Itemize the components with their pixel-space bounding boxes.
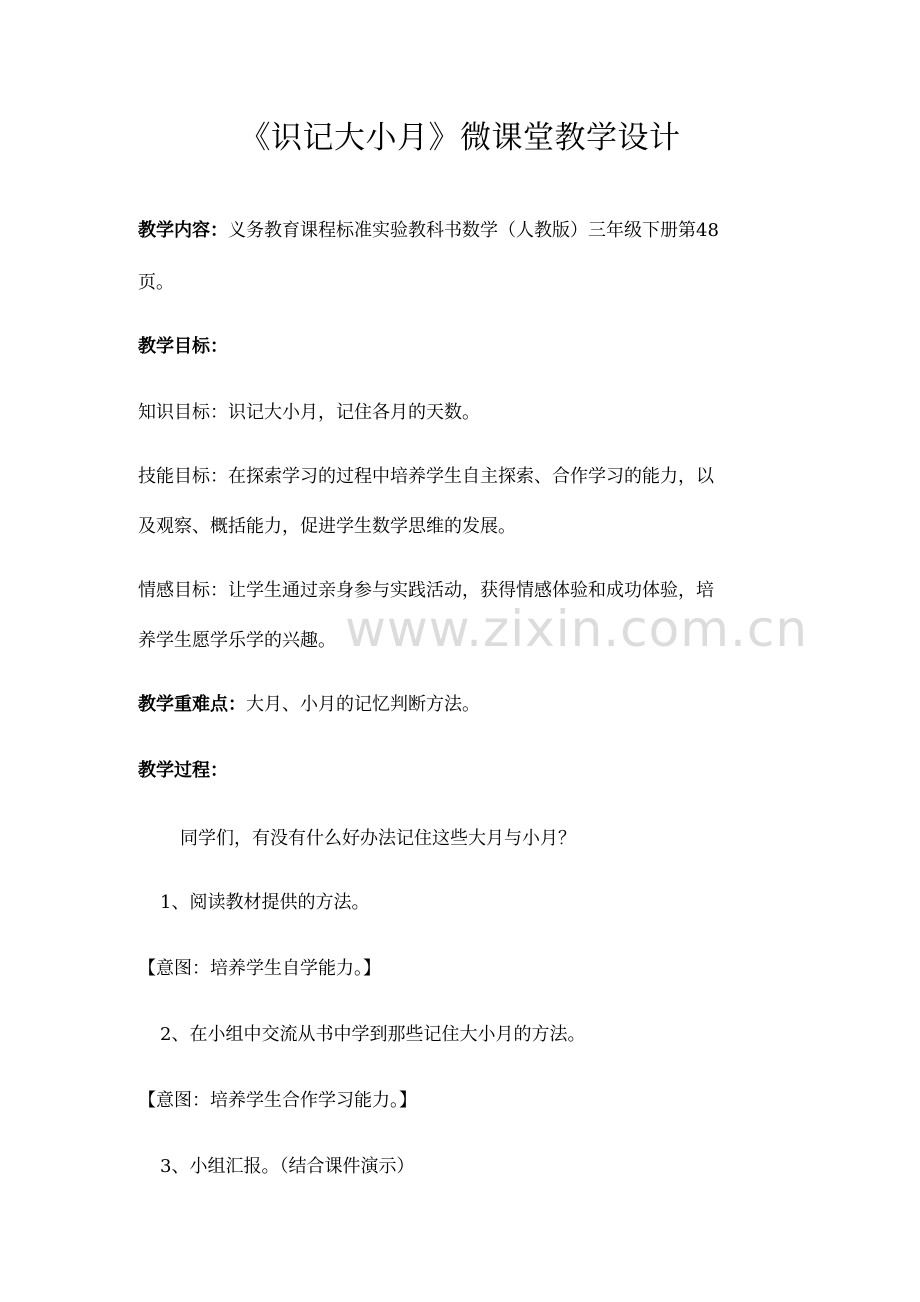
key-points-text: 大月、小月的记忆判断方法。 xyxy=(246,694,480,715)
knowledge-goal: 知识目标：识记大小月，记住各月的天数。 xyxy=(138,402,480,423)
emotion-goal-line1: 情感目标：让学生通过亲身参与实践活动，获得情感体验和成功体验，培 xyxy=(138,580,714,601)
key-points-paragraph xyxy=(138,692,788,718)
process-question: 同学们，有没有什么好办法记住这些大月与小月？ xyxy=(180,828,576,849)
document-title: 《识记大小月》微课堂教学设计 xyxy=(239,120,681,156)
key-points-label: 教学重难点： xyxy=(138,694,246,715)
process-heading: 教学过程： xyxy=(138,760,228,781)
content-text: 义务教育课程标准实验教科书数学（人教版）三年级下册第48 xyxy=(228,220,719,241)
goals-heading: 教学目标： xyxy=(138,336,228,357)
watermark: www.zixin.com.cn xyxy=(345,600,809,658)
process-step-1: 1、阅读教材提供的方法。 xyxy=(160,892,370,913)
content-label: 教学内容： xyxy=(138,220,228,241)
process-intent-2: 【意图：培养学生合作学习能力。】 xyxy=(138,1090,417,1111)
emotion-goal-line2: 养学生愿学乐学的兴趣。 xyxy=(138,630,336,651)
process-step-2: 2、在小组中交流从书中学到那些记住大小月的方法。 xyxy=(160,1024,586,1045)
process-intent-1: 【意图：培养学生自学能力。】 xyxy=(138,958,381,979)
content-text-continued: 页。 xyxy=(138,272,174,293)
skill-goal-line1: 技能目标：在探索学习的过程中培养学生自主探索、合作学习的能力，以 xyxy=(138,466,714,487)
skill-goal-line2: 及观察、概括能力，促进学生数学思维的发展。 xyxy=(138,516,516,537)
content-paragraph xyxy=(138,218,788,244)
process-step-3: 3、小组汇报。（结合课件演示） xyxy=(160,1156,415,1177)
